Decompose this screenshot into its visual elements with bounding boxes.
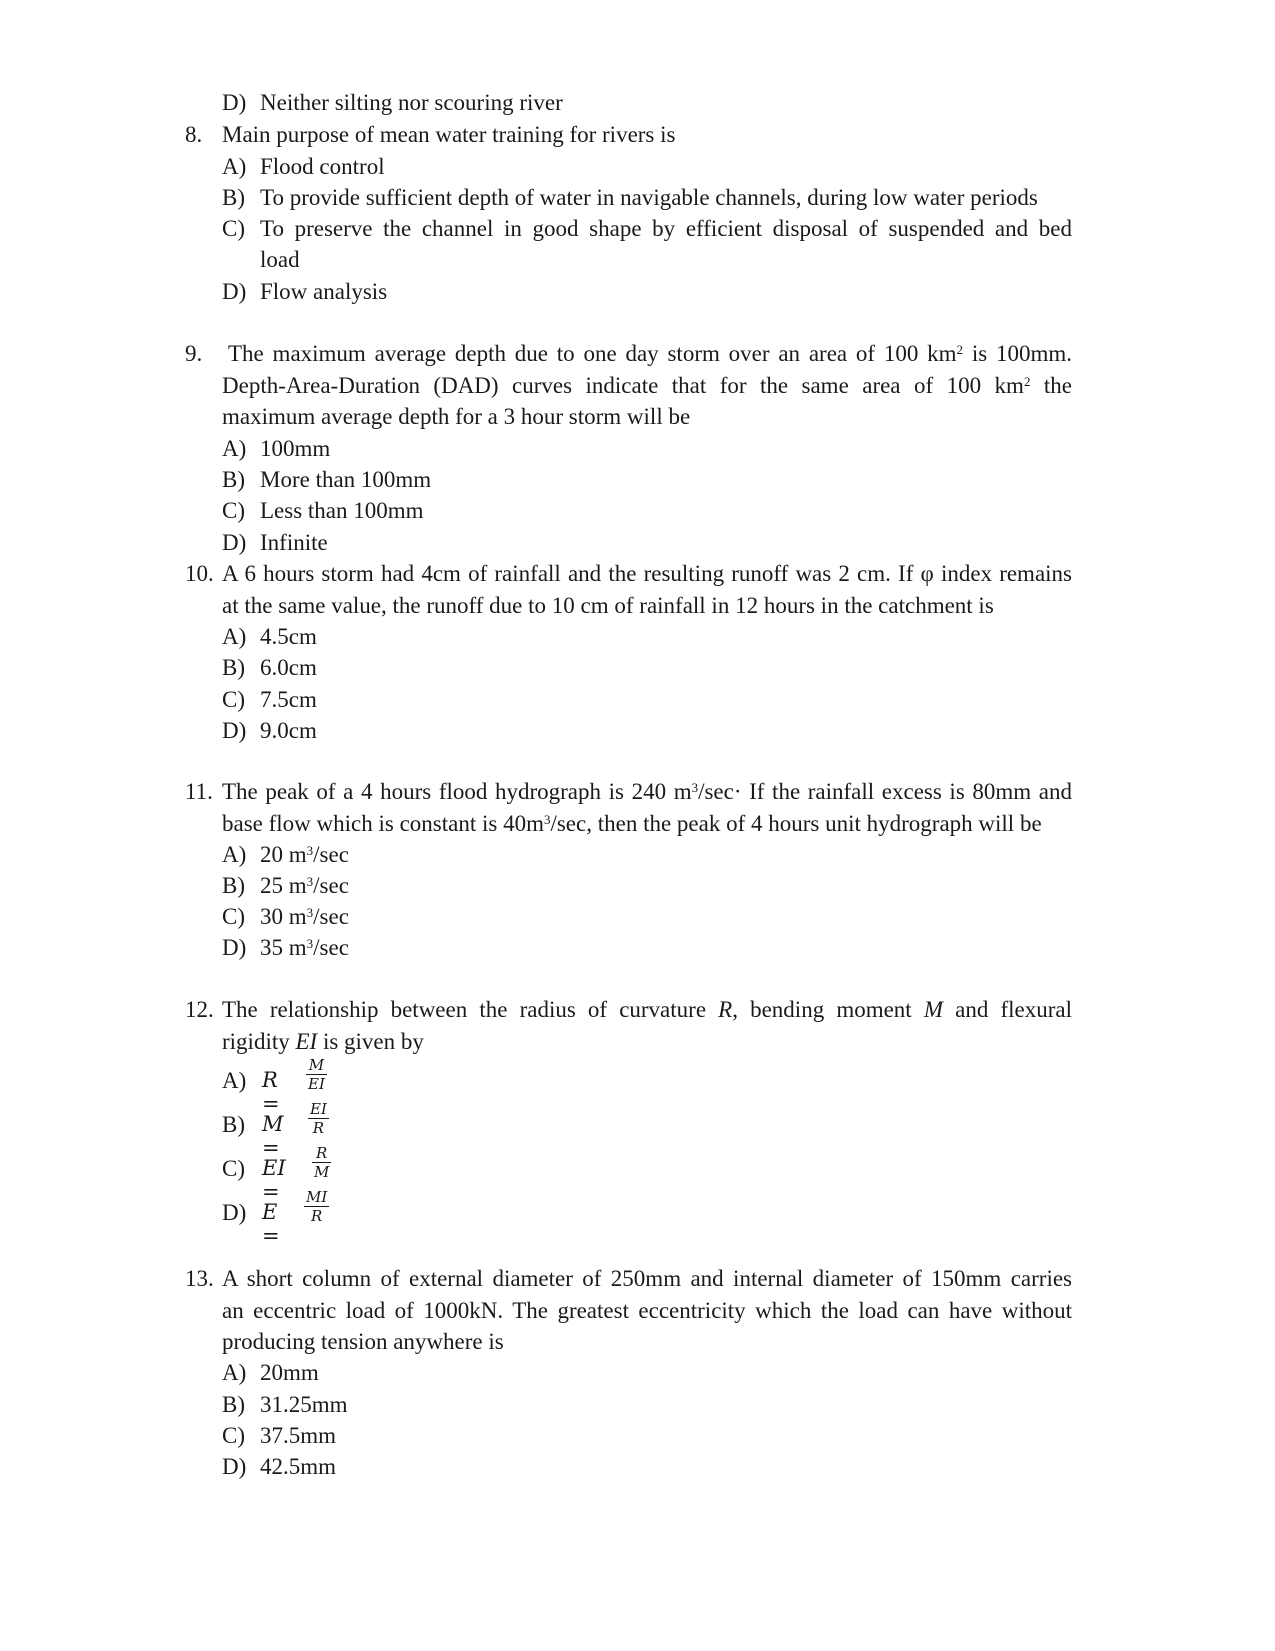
option-label: A) [222,154,247,179]
option-label: B) [222,1112,245,1137]
question-stem-line: The peak of a 4 hours flood hydrograph is 240 $m^3/\sec\cdot If$ the rainfall excess is 80mm and [222,779,1072,804]
option-label: B) [222,873,245,898]
option-text: 100mm [260,436,331,461]
option-label: B) [222,655,245,680]
formula-lhs: M = [262,1112,284,1160]
option-text: 42.5mm [260,1454,337,1479]
question-stem-line: Depth-Area-Duration (DAD) curves indicate that for the same area of 100 $km^2$ the [222,373,1072,398]
option-label: D) [222,1454,247,1479]
question-stem: Main purpose of mean water training for rivers is [222,122,676,147]
option-text: 25 $m^3/\sec$ [260,873,349,898]
option-label: D) [222,279,247,304]
option-text: 7.5cm [260,687,317,712]
option-label: D) [222,90,247,115]
option-text: Infinite [260,530,328,555]
question-stem-line: an eccentric load of 1000kN. The greatest eccentricity which the load can have without [222,1298,1072,1323]
option-text: 30 $m^3/\sec$ [260,904,349,929]
question-number: 12. [185,997,214,1022]
option-label: C) [222,216,245,241]
option-label: D) [222,1200,247,1225]
option-text: 9.0cm [260,718,317,743]
question-stem-line: maximum average depth for a 3 hour storm will be [222,404,691,429]
fraction: $\frac{M}{EI}$ [308,1056,325,1093]
option-text: More than 100mm [260,467,432,492]
fraction: $\frac{EI}{R}$ [310,1100,327,1137]
option-text-continued: load [260,247,300,272]
option-text: Neither silting nor scouring river [260,90,563,115]
option-label: C) [222,1156,245,1181]
option-text: To provide sufficient depth of water in navigable channels, during low water periods [260,185,1038,210]
option-label: A) [222,1068,247,1093]
question-stem-line: producing tension anywhere is [222,1329,504,1354]
question-number: 10. [185,561,214,586]
option-label: A) [222,842,247,867]
fraction: $\frac{MI}{R}$ [306,1188,328,1225]
question-stem-line: rigidity EI is given by [222,1029,424,1054]
option-label: D) [222,530,247,555]
option-text: 20 $m^3/\sec$ [260,842,349,867]
option-text: 31.25mm [260,1392,348,1417]
option-label: C) [222,687,245,712]
option-label: B) [222,185,245,210]
option-label: C) [222,1423,245,1448]
option-text: Less than 100mm [260,498,424,523]
formula-lhs: E = [262,1200,280,1248]
question-stem-line: A short column of external diameter of 250mm and internal diameter of 150mm carries [222,1266,1072,1291]
option-text: 4.5cm [260,624,317,649]
question-number: 9. [185,341,203,366]
formula-lhs: R = [262,1068,280,1116]
option-text: Flood control [260,154,385,179]
option-label: B) [222,1392,245,1417]
formula-lhs: EI = [262,1156,286,1204]
option-text: To preserve the channel in good shape by efficient disposal of suspended and bed [260,216,1072,241]
question-stem-line: at the same value, the runoff due to 10 cm of rainfall in 12 hours in the catchment is [222,593,994,618]
question-number: 13. [185,1266,214,1291]
option-label: C) [222,904,245,929]
option-label: D) [222,718,247,743]
question-stem-line: base flow which is constant is $40m^3/\sec$, then the peak of 4 hours unit hydrograph will be [222,811,1042,836]
question-number: 11. [185,779,213,804]
option-text: Flow analysis [260,279,388,304]
question-stem-line: A 6 hours storm had 4cm of rainfall and the resulting runoff was 2 cm. If φ index remains [222,561,1072,586]
option-label: A) [222,624,247,649]
option-text: 20mm [260,1360,319,1385]
option-text: 6.0cm [260,655,317,680]
option-text: 35 $m^3/\sec$ [260,935,349,960]
fraction: $\frac{R}{M}$ [314,1144,330,1181]
option-label: D) [222,935,247,960]
option-text: 37.5mm [260,1423,337,1448]
option-label: B) [222,467,245,492]
question-stem-line: The relationship between the radius of curvature R, bending moment M and flexural [222,997,1072,1022]
option-label: A) [222,1360,247,1385]
option-label: A) [222,436,247,461]
question-number: 8. [185,122,203,147]
option-label: C) [222,498,245,523]
question-stem-line: The maximum average depth due to one day storm over an area of 100 $km^2$ is 100mm. [228,341,1073,366]
